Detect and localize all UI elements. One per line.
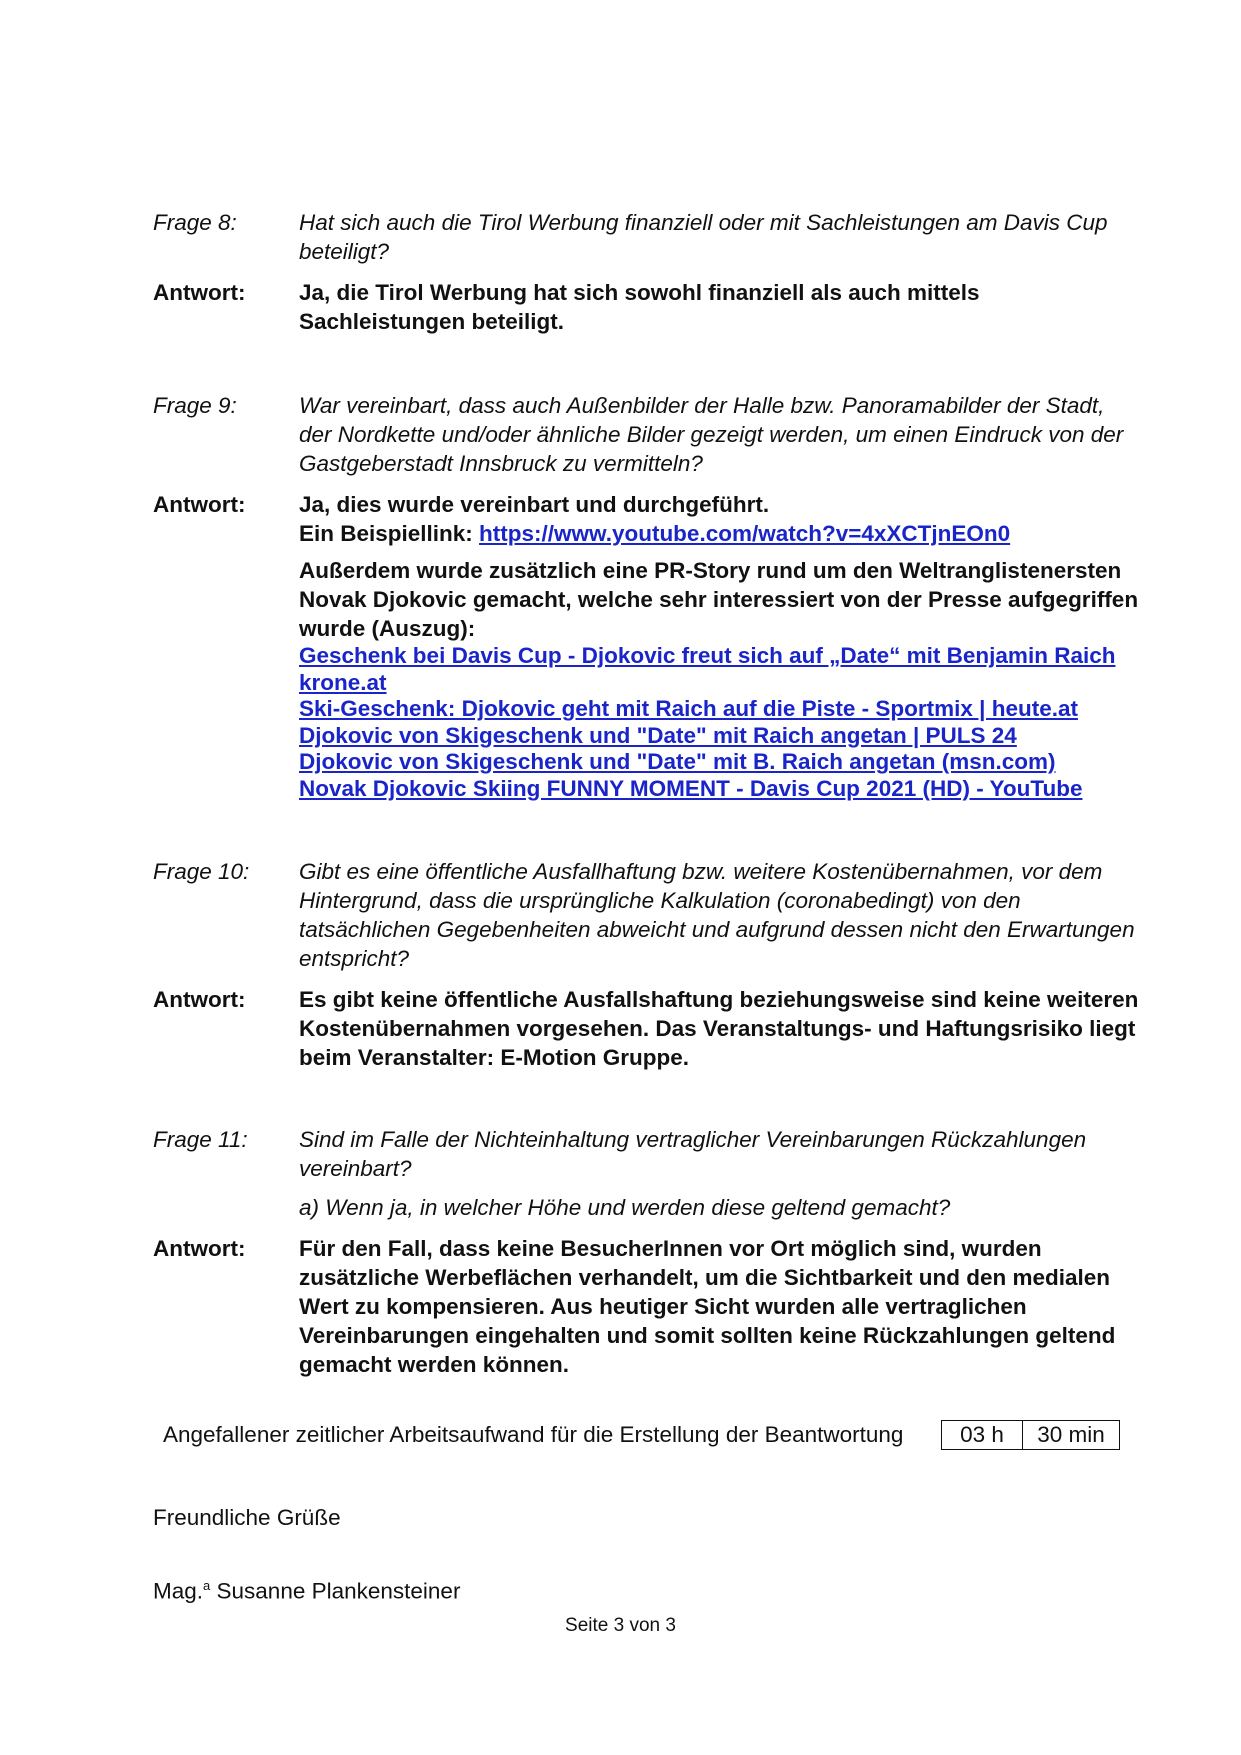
question-11-label: Frage 11: (153, 1127, 248, 1152)
page-footer: Seite 3 von 3 (565, 1615, 676, 1636)
answer-9-label: Antwort: (153, 492, 246, 517)
pr-story-text: Außerdem wurde zusätzlich eine PR-Story rund um den Weltranglistenersten Novak Djokovic gemacht, welche sehr interessiert von der Presse aufgegriffen wurde (Auszug): (299, 558, 1139, 641)
effort-row (163, 1422, 1123, 1448)
question-8-label: Frage 8: (153, 210, 237, 235)
signature-fullname: Susanne Plankensteiner (210, 1578, 461, 1604)
question-10-text: Gibt es eine öffentliche Ausfallhaftung bzw. weitere Kostenübernahmen, vor dem Hintergrund, dass die ursprüngliche Kalkulation (coronabedingt) von den tatsächlichen Gegebenheiten abweicht und aufgrund dessen nicht den Erwartungen entspricht? (299, 859, 1135, 971)
signature-name (153, 1578, 460, 1605)
closing-greeting: Freundliche Grüße (153, 1505, 341, 1530)
answer-8-label: Antwort: (153, 280, 246, 305)
press-link-msn[interactable]: Djokovic von Skigeschenk und "Date" mit B. Raich angetan (msn.com) (299, 749, 1056, 774)
press-link-youtube[interactable]: Novak Djokovic Skiing FUNNY MOMENT - Davis Cup 2021 (HD) - YouTube (299, 775, 1083, 801)
effort-minutes: 30 min (1022, 1421, 1119, 1449)
question-9-label: Frage 9: (153, 393, 237, 418)
question-11-block (153, 1125, 1143, 1379)
question-10-block (153, 857, 1143, 1072)
question-9-text: War vereinbart, dass auch Außenbilder der Halle bzw. Panoramabilder der Stadt, der Nordkette und/oder ähnliche Bilder gezeigt werden, um einen Eindruck von der Gastgeberstadt Innsbruck zu vermitteln? (299, 393, 1124, 476)
question-8-block (153, 208, 1143, 336)
question-9-block (153, 391, 1143, 802)
example-link-prefix: Ein Beispiellink: (299, 521, 480, 546)
effort-label: Angefallener zeitlicher Arbeitsaufwand für die Erstellung der Beantwortung (163, 1422, 904, 1447)
press-link-krone[interactable]: Geschenk bei Davis Cup - Djokovic freut sich auf „Date“ mit Benjamin Raich krone.at (299, 643, 1116, 695)
effort-hours: 03 h (960, 1422, 1004, 1447)
question-8-text: Hat sich auch die Tirol Werbung finanziell oder mit Sachleistungen am Davis Cup beteiligt? (299, 210, 1108, 264)
answer-8-text: Ja, die Tirol Werbung hat sich sowohl finanziell als auch mittels Sachleistungen beteiligt. (299, 280, 980, 334)
answer-11-text: Für den Fall, dass keine BesucherInnen vor Ort möglich sind, wurden zusätzliche Werbeflächen verhandelt, um die Sichtbarkeit und den medialen Wert zu kompensieren. Aus heutiger Sicht wurden alle vertraglichen Vereinbarungen eingehalten und somit sollten keine Rückzahlungen geltend gemacht werden können. (299, 1236, 1116, 1377)
answer-11-label: Antwort: (153, 1236, 246, 1261)
press-link-heute[interactable]: Ski-Geschenk: Djokovic geht mit Raich auf die Piste - Sportmix | heute.at (299, 696, 1078, 721)
signature-title: Mag. (153, 1578, 204, 1604)
signature-title-sup: a (203, 1578, 211, 1593)
example-youtube-link[interactable]: https://www.youtube.com/watch?v=4xXCTjnEOn0 (479, 521, 1011, 546)
question-11-subquestion: a) Wenn ja, in welcher Höhe und werden diese geltend gemacht? (299, 1195, 951, 1220)
question-10-label: Frage 10: (153, 859, 250, 884)
effort-table (941, 1420, 1120, 1450)
question-11-text: Sind im Falle der Nichteinhaltung vertraglicher Vereinbarungen Rückzahlungen vereinbart? (299, 1127, 1087, 1181)
press-link-puls24[interactable]: Djokovic von Skigeschenk und "Date" mit Raich angetan | PULS 24 (299, 722, 1017, 748)
answer-9-text: Ja, dies wurde vereinbart und durchgeführt. (299, 492, 770, 517)
answer-10-label: Antwort: (153, 987, 246, 1012)
answer-10-text: Es gibt keine öffentliche Ausfallshaftung beziehungsweise sind keine weiteren Kostenübernahmen vorgesehen. Das Veranstaltungs- und Haftungsrisiko liegt beim Veranstalter: E-Motion Gruppe. (299, 987, 1139, 1070)
